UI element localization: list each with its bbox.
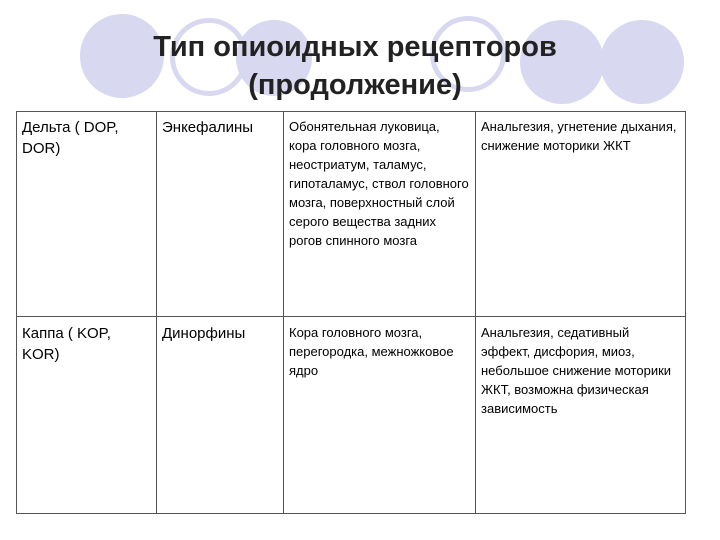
title-line-1: Тип опиоидных рецепторов (153, 31, 557, 63)
receptor-table (16, 111, 686, 514)
ligand-cell: Энкефалины (157, 112, 284, 317)
receptor-cell: Каппа ( KOP, KOR) (17, 317, 157, 514)
title-line-2: (продолжение) (248, 69, 462, 101)
table-row (17, 112, 686, 317)
receptor-cell: Дельта ( DOP, DOR) (17, 112, 157, 317)
effects-cell: Анальгезия, угнетение дыхания, снижение моторики ЖКТ (476, 112, 686, 317)
table-row (17, 317, 686, 514)
slide-title (120, 28, 590, 104)
location-cell: Кора головного мозга, перегородка, межножковое ядро (284, 317, 476, 514)
effects-cell: Анальгезия, седативный эффект, дисфория, миоз, небольшое снижение моторики ЖКТ, возможна физическая зависимость (476, 317, 686, 514)
location-cell: Обонятельная луковица, кора головного мозга, неостриатум, таламус, гипоталамус, ствол головного мозга, поверхностный слой серого вещества задних рогов спинного мозга (284, 112, 476, 317)
decor-circle (600, 20, 684, 104)
ligand-cell: Динорфины (157, 317, 284, 514)
